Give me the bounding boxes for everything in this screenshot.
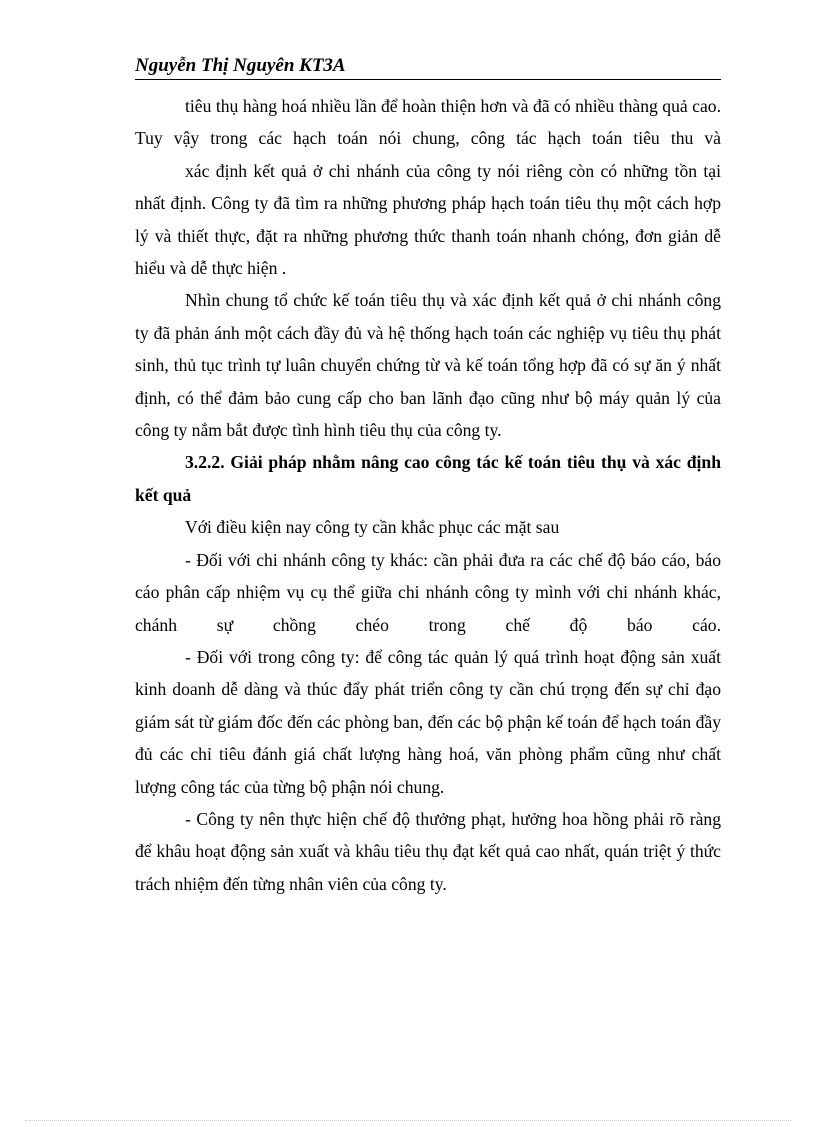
paragraph-3: Với điều kiện nay công ty cần khắc phục các mặt sau [185, 517, 560, 538]
paragraph-1-part-2: xác định kết quả ở chi nhánh của công ty nói riêng còn có những tồn tại nhất định. Công ty đã tìm ra những phương pháp hạch toán tiêu thụ một cách hợp lý và thiết thực, đặt ra những phương thức thanh toán nhanh chóng, đơn giản dễ hiểu và dễ thực hiện . [135, 160, 721, 279]
section-heading: 3.2.2. Giải pháp nhằm nâng cao công tác kế toán tiêu thụ và xác định kết quả [135, 452, 721, 505]
paragraph-1-part-1: tiêu thụ hàng hoá nhiều lần để hoàn thiện hơn và đã có nhiều thàng quả cao. Tuy vậy trong các hạch toán nói chung, công tác hạch toán tiêu thu và [135, 96, 721, 149]
header-title: Nguyễn Thị Nguyên KT3A [135, 55, 346, 76]
paragraph-6: - Công ty nên thực hiện chế độ thưởng phạt, hưởng hoa hồng phải rõ ràng để khâu hoạt động sản xuất và khâu tiêu thụ đạt kết quả cao nhất, quán triệt ý thức trách nhiệm đến từng nhân viên của công ty. [135, 808, 721, 894]
page-header [135, 53, 721, 80]
paragraph-2: Nhìn chung tổ chức kế toán tiêu thụ và xác định kết quả ở chi nhánh công ty đã phản ánh một cách đầy đủ và hệ thống hạch toán các nghiệp vụ tiêu thụ phát sinh, thủ tục trình tự luân chuyển chứng từ và kế toán tổng hợp đã có sự ăn ý nhất định, có thể đảm bảo cung cấp cho ban lãnh đạo cũng như bộ máy quản lý của công ty nắm bắt được tình hình tiêu thụ của công ty. [135, 290, 721, 441]
document-body [135, 90, 721, 900]
paragraph-5: - Đối với trong công ty: để công tác quản lý quá trình hoạt động sản xuất kinh doanh dễ dàng và thúc đẩy phát triển công ty cần chú trọng đến sự chỉ đạo giám sát từ giám đốc đến các phòng ban, đến các bộ phận kế toán để hạch toán đầy đủ các chỉ tiêu đánh giá chất lượng hàng hoá, văn phòng phẩm cũng như chất lượng công tác của từng bộ phận nói chung. [135, 646, 721, 797]
paragraph-4: - Đối với chi nhánh công ty khác: cần phải đưa ra các chế độ báo cáo, báo cáo phân cấp nhiệm vụ cụ thể giữa chi nhánh công ty mình với chi nhánh khác, chánh sự chồng chéo trong chế độ báo cáo. [135, 549, 721, 635]
page-bottom-divider [25, 1120, 791, 1121]
